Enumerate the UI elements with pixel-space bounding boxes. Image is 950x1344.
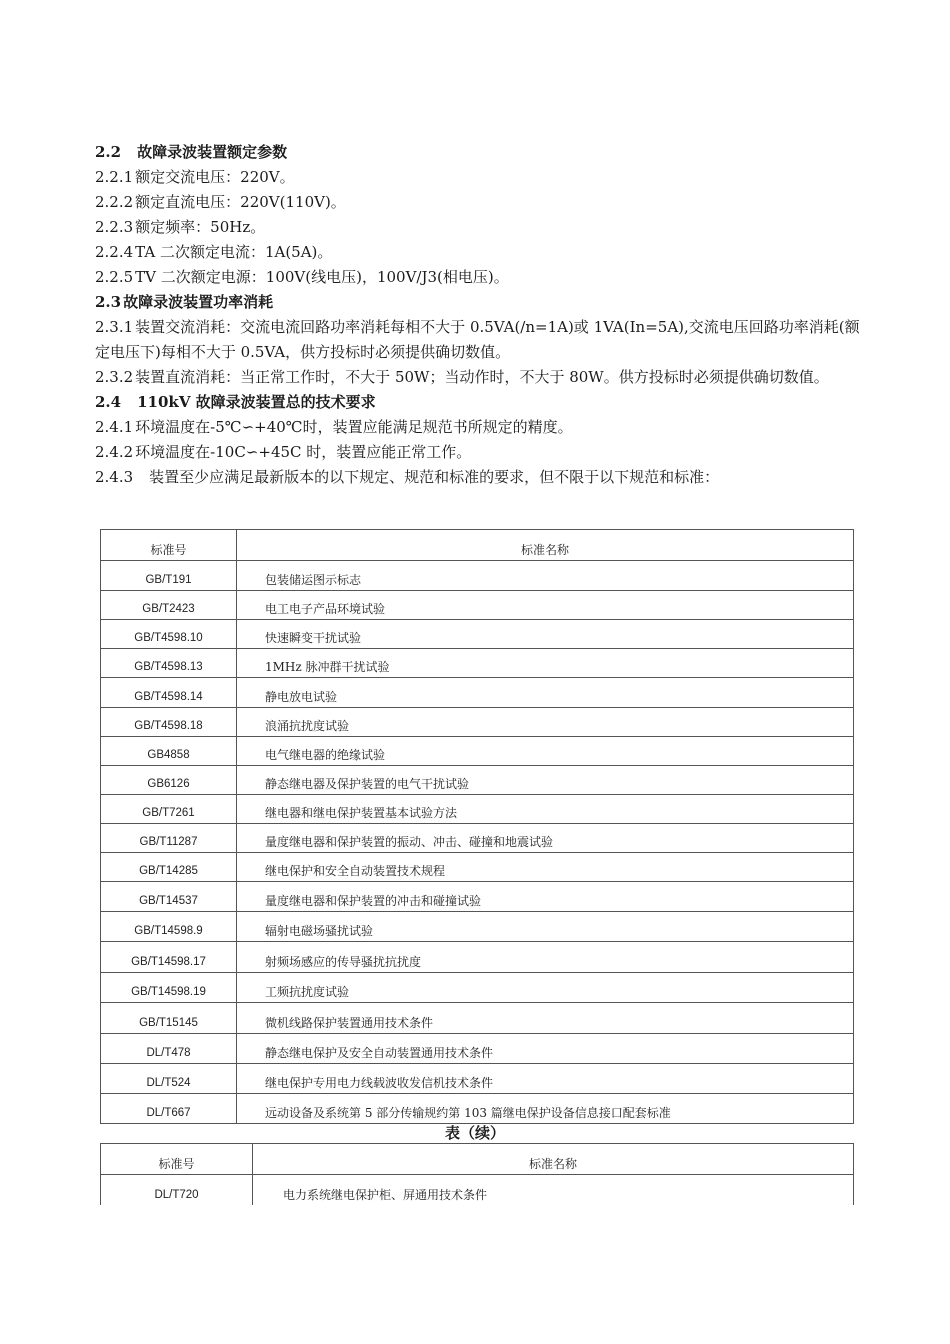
standards-table: [100, 529, 854, 1124]
section-item: 2.4.2 环境温度在-10C∽+45C 时，装置应能正常工作。: [95, 443, 472, 461]
section-item: 2.4.3 装置至少应满足最新版本的以下规定、规范和标准的要求，但不限于以下规范和标准：: [95, 468, 720, 486]
standard-code: GB/T15145: [101, 1003, 237, 1034]
standard-name: 继电保护和安全自动装置技术规程: [237, 853, 854, 882]
table-row: [101, 824, 854, 853]
section-heading: 2.2 故障录波装置额定参数: [95, 143, 288, 161]
standard-code: DL/T720: [101, 1175, 253, 1205]
standard-code: GB/T14537: [101, 882, 237, 912]
table-row: [101, 795, 854, 824]
standard-code: DL/T524: [101, 1064, 237, 1094]
standard-name: 射频场感应的传导骚扰抗扰度: [237, 942, 854, 973]
document-body: [95, 140, 865, 490]
standard-name: 浪涌抗扰度试验: [237, 708, 854, 737]
standard-name: 电工电子产品环境试验: [237, 591, 854, 620]
table-row: [101, 942, 854, 973]
standard-name: 静态继电保护及安全自动装置通用技术条件: [237, 1034, 854, 1064]
header-name: 标准名称: [253, 1144, 854, 1175]
table-row: [101, 1094, 854, 1124]
standard-name: 继电器和继电保护装置基本试验方法: [237, 795, 854, 824]
section-paragraph: 2.3.2 装置直流消耗：当正常工作时，不大于 50W；当动作时，不大于 80W。供方投标时必须提供确切数值。: [95, 368, 829, 386]
table-row: [101, 973, 854, 1003]
standard-code: DL/T667: [101, 1094, 237, 1124]
section-item: 2.2.5 TV 二次额定电源：100V(线电压)，100V/J3(相电压)。: [95, 268, 509, 286]
table-header-row: [101, 1144, 854, 1175]
table-row: [101, 708, 854, 737]
standard-name: 量度继电器和保护装置的冲击和碰撞试验: [237, 882, 854, 912]
standard-code: GB/T191: [101, 561, 237, 591]
standard-code: GB/T14598.19: [101, 973, 237, 1003]
standard-name: 远动设备及系统第 5 部分传输规约第 103 篇继电保护设备信息接口配套标准: [237, 1094, 854, 1124]
standard-code: GB/T14598.9: [101, 912, 237, 942]
section-heading: 2.3 故障录波装置功率消耗: [95, 293, 274, 311]
table-row: [101, 1003, 854, 1034]
standard-code: GB/T4598.14: [101, 678, 237, 708]
table-row: [101, 766, 854, 795]
standard-name: 继电保护专用电力线载波收发信机技术条件: [237, 1064, 854, 1094]
standard-code: GB/T11287: [101, 824, 237, 853]
standard-code: GB6126: [101, 766, 237, 795]
standard-name: 辐射电磁场骚扰试验: [237, 912, 854, 942]
table-row: [101, 1064, 854, 1094]
section-item: 2.2.4 TA 二次额定电流：1A(5A)。: [95, 243, 333, 261]
header-code: 标准号: [101, 1144, 253, 1175]
standard-name: 快速瞬变干扰试验: [237, 620, 854, 649]
standard-name: 电力系统继电保护柜、屏通用技术条件: [253, 1175, 854, 1205]
section-heading: 2.4 110kV 故障录波装置总的技术要求: [95, 393, 376, 411]
standard-code: GB/T4598.13: [101, 649, 237, 678]
standard-name: 量度继电器和保护装置的振动、冲击、碰撞和地震试验: [237, 824, 854, 853]
header-name: 标准名称: [237, 530, 854, 561]
table-row: [101, 561, 854, 591]
standard-code: GB/T14285: [101, 853, 237, 882]
standard-name: 1MHz 脉冲群干扰试验: [237, 649, 854, 678]
standard-code: GB/T14598.17: [101, 942, 237, 973]
standard-code: GB/T2423: [101, 591, 237, 620]
table-continued-caption: 表（续）: [444, 1124, 505, 1142]
table-row: [101, 1175, 854, 1205]
table-row: [101, 882, 854, 912]
table-row: [101, 853, 854, 882]
table-row: [101, 912, 854, 942]
table-header-row: [101, 530, 854, 561]
standard-code: GB/T4598.18: [101, 708, 237, 737]
table-row: [101, 591, 854, 620]
header-code: 标准号: [101, 530, 237, 561]
section-paragraph: 2.3.1 装置交流消耗：交流电流回路功率消耗每相不大于 0.5VA(/n=1A)或 1VA(In=5A),交流电压回路功率消耗(额定电压下)每相不大于 0.5VA，供方投标时必须提供确切数值。: [95, 318, 860, 361]
table-row: [101, 1034, 854, 1064]
standard-name: 电气继电器的绝缘试验: [237, 737, 854, 766]
standard-name: 静电放电试验: [237, 678, 854, 708]
table-row: [101, 620, 854, 649]
standard-code: GB/T4598.10: [101, 620, 237, 649]
section-item: 2.4.1 环境温度在-5℃∽+40℃时，装置应能满足规范书所规定的精度。: [95, 418, 573, 436]
standard-name: 包装储运图示标志: [237, 561, 854, 591]
standard-name: 工频抗扰度试验: [237, 973, 854, 1003]
section-item: 2.2.3 额定频率：50Hz。: [95, 218, 266, 236]
section-item: 2.2.1 额定交流电压：220V。: [95, 168, 295, 186]
standard-code: GB4858: [101, 737, 237, 766]
table-row: [101, 737, 854, 766]
section-item: 2.2.2 额定直流电压：220V(110V)。: [95, 193, 346, 211]
standard-code: DL/T478: [101, 1034, 237, 1064]
standards-table-continued: [100, 1143, 854, 1205]
table-row: [101, 649, 854, 678]
table-row: [101, 678, 854, 708]
standard-name: 静态继电器及保护装置的电气干扰试验: [237, 766, 854, 795]
standard-code: GB/T7261: [101, 795, 237, 824]
standard-name: 微机线路保护装置通用技术条件: [237, 1003, 854, 1034]
